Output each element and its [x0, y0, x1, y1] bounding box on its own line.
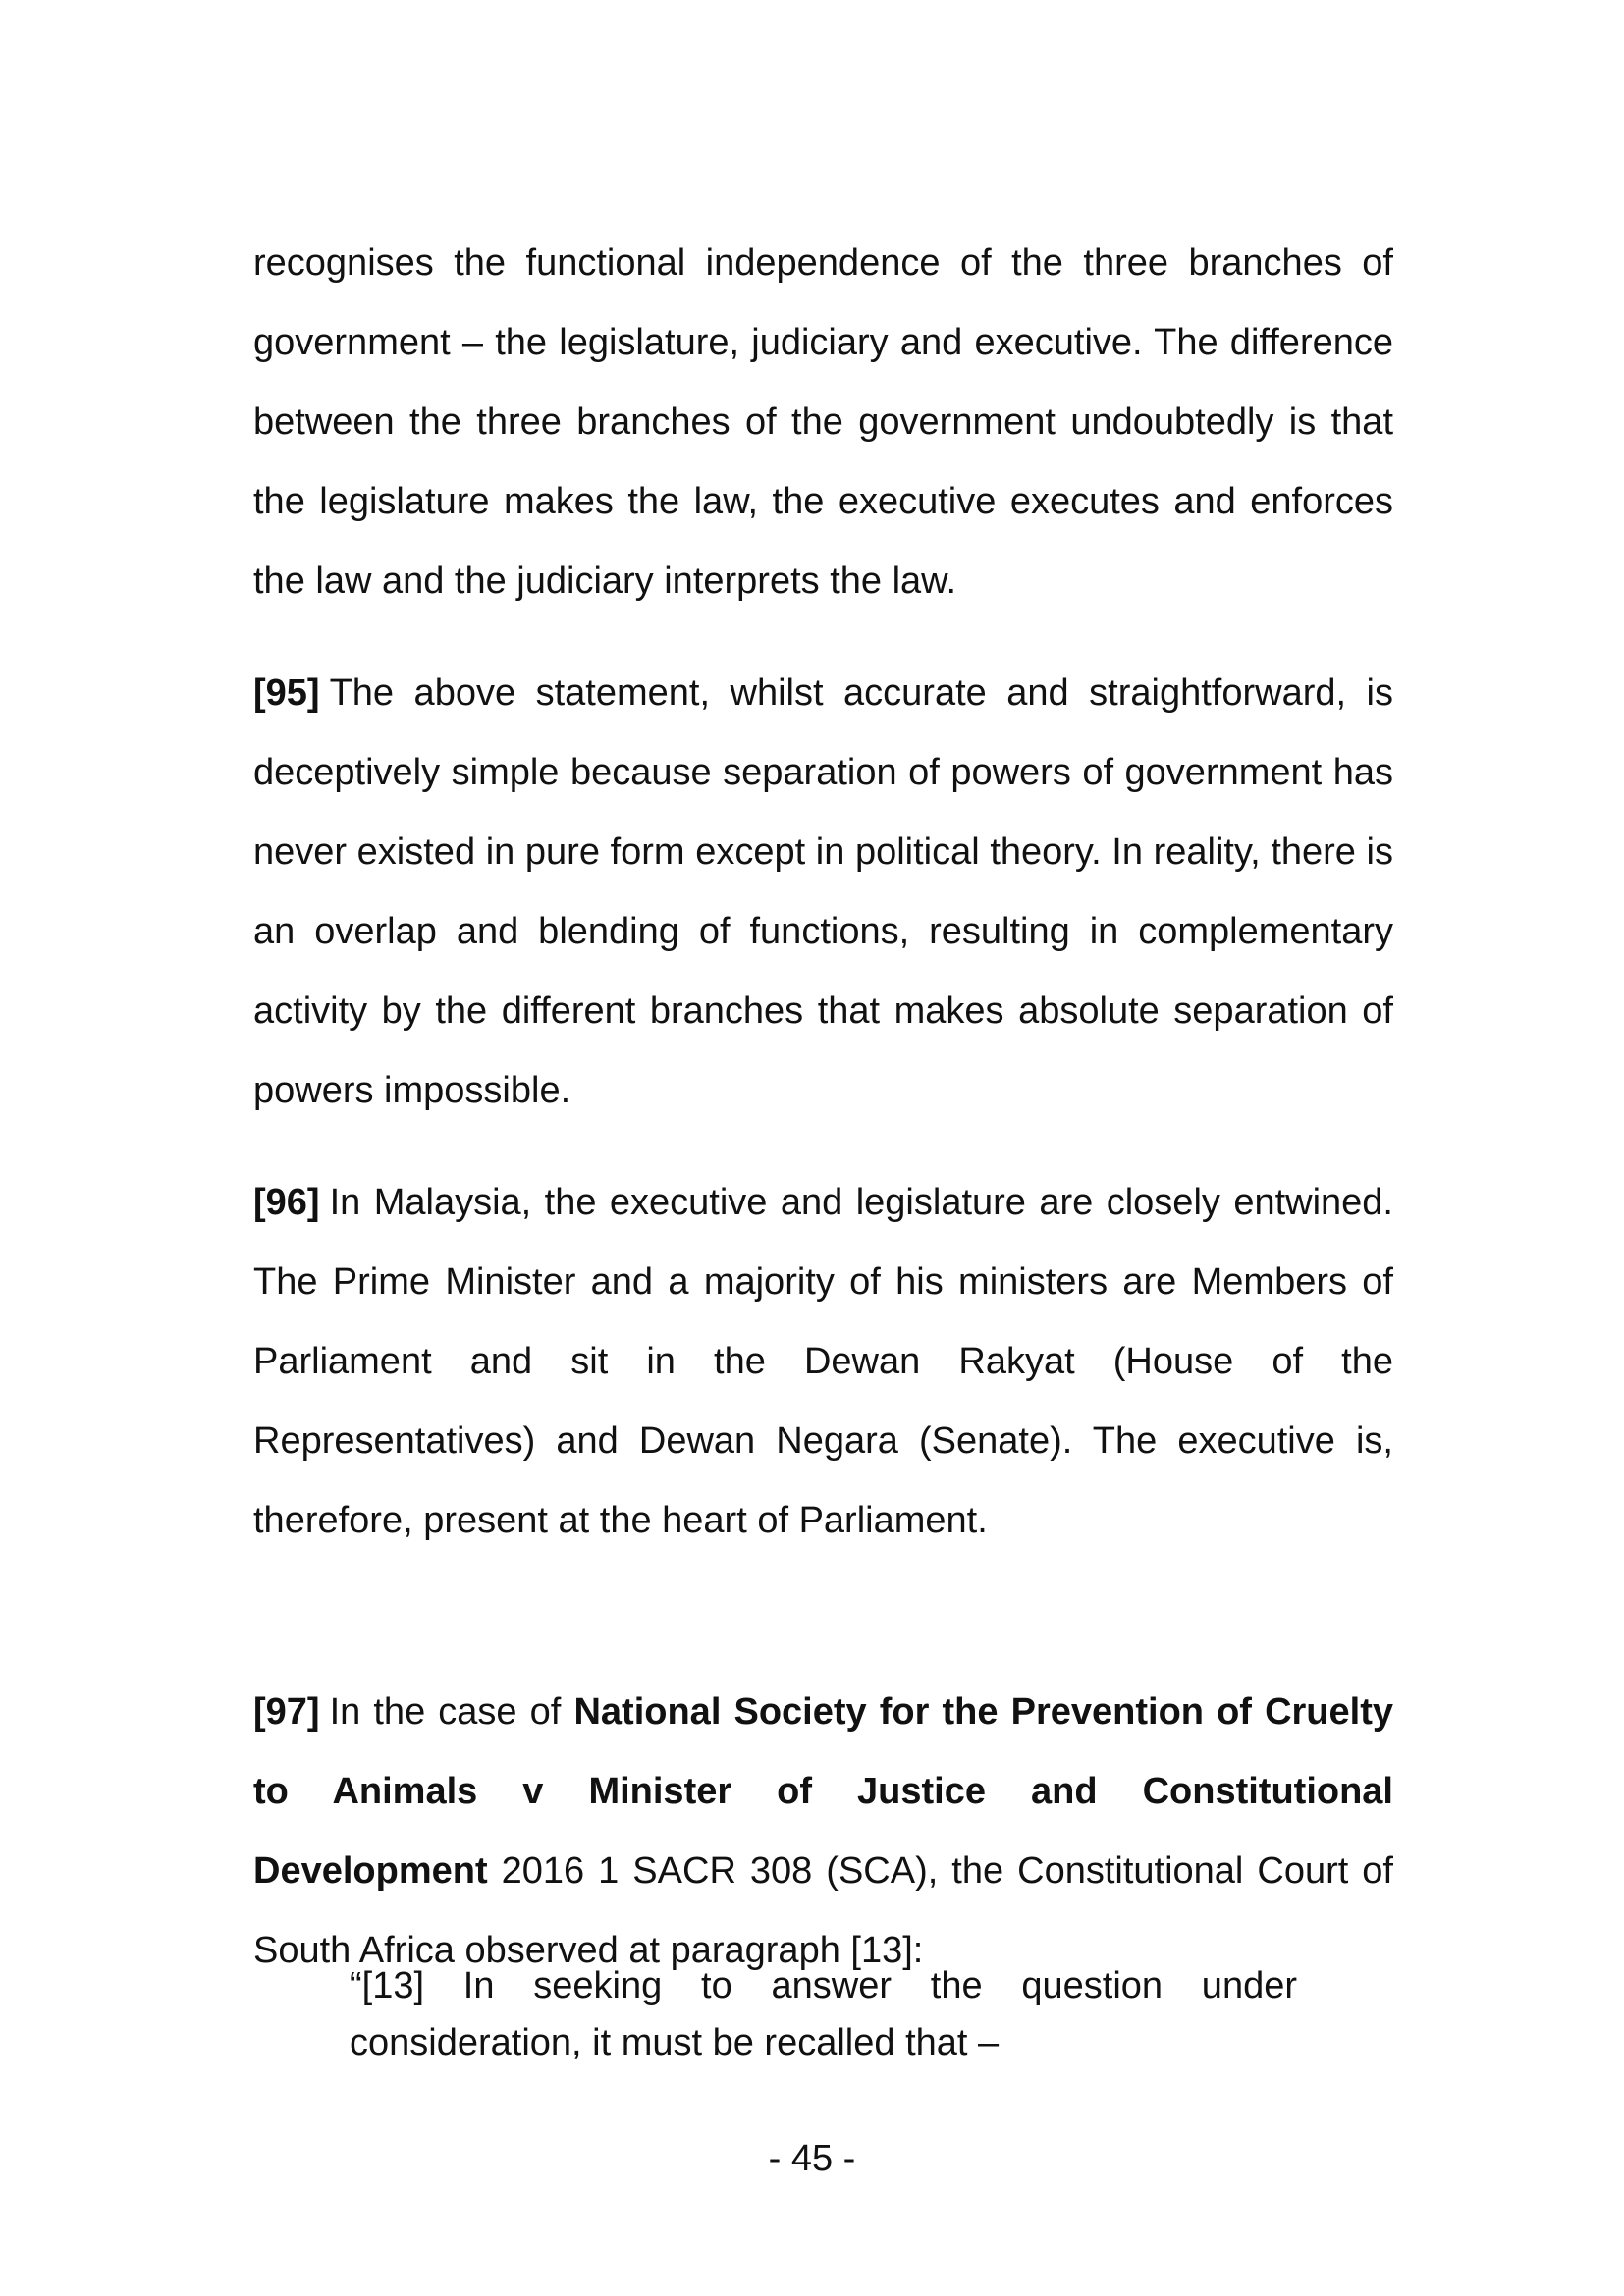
case-citation-name: National Society for the Prevention of Cruelty to Animals v Minister of Justice and Constitutional Development	[253, 1691, 1393, 1892]
paragraph-text: recognises the functional independence of the three branches of government – the legislature, judiciary and executive. The difference between the three branches of the government undoubtedly is that the legislature makes the law, the executive executes and enforces the law and the judiciary interprets the law.	[253, 242, 1393, 602]
paragraph-tail: 2016 1 SACR 308 (SCA), the Constitutional Court of South Africa observed at paragraph [13]:	[253, 1850, 1393, 1971]
paragraph-96	[253, 1163, 1393, 1561]
paragraph-number: [96]	[253, 1182, 320, 1223]
block-quote	[350, 1957, 1297, 2071]
paragraph-continuation	[253, 224, 1393, 621]
quote-text: “[13] In seeking to answer the question under consideration, it must be recalled that –	[350, 1965, 1297, 2063]
paragraph-97	[253, 1673, 1393, 1991]
page-number: - 45 -	[768, 2138, 856, 2179]
paragraph-text: In Malaysia, the executive and legislature are closely entwined. The Prime Minister and a majority of his ministers are Members of Parliament and sit in the Dewan Rakyat (House of the Representatives) and Dewan Negara (Senate). The executive is, therefore, present at the heart of Parliament.	[253, 1182, 1393, 1541]
paragraph-95	[253, 654, 1393, 1131]
paragraph-number: [95]	[253, 672, 320, 714]
paragraph-number: [97]	[253, 1691, 320, 1733]
paragraph-lead: In the case of	[329, 1691, 574, 1733]
paragraph-text: The above statement, whilst accurate and straightforward, is deceptively simple because separation of powers of government has never existed in pure form except in political theory. In reality, there is an overlap and blending of functions, resulting in complementary activity by the different branches that makes absolute separation of powers impossible.	[253, 672, 1393, 1111]
